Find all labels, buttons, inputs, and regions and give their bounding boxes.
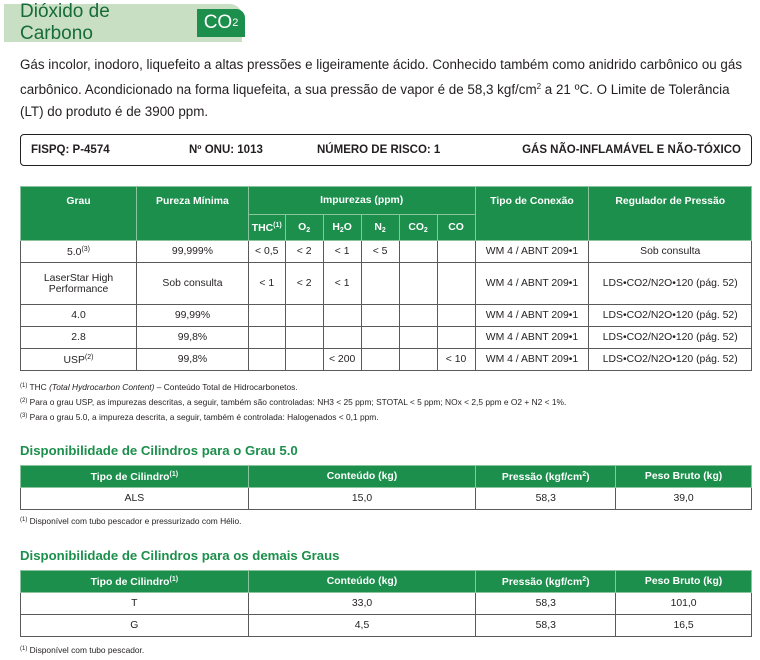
title-banner xyxy=(4,1,242,44)
cell-co2 xyxy=(399,241,437,263)
section-title-demais-graus: Disponibilidade de Cilindros para os demais Graus xyxy=(20,548,340,563)
table-row xyxy=(21,327,752,349)
note-3: $^{(3)}$ Para o grau 5.0, a impureza descrita, a seguir, também é controlada: Halogenados < 0,1 ppm. xyxy=(20,412,379,422)
intro-paragraph: Gás incolor, inodoro, liquefeito a altas pressões e ligeiramente ácido. Conhecido também como anidrido carbônico ou gás carbônico. Acondicionado na forma liquefeita, a sua pressão de vapor é de 58,3 kgf/$cm^2$ a 21 ºC. O Limite de Tolerância (LT) do produto é de 3900 ppm. xyxy=(20,57,743,119)
cell-pureza: Sob consulta xyxy=(137,263,249,305)
spec-table xyxy=(20,186,752,371)
cell-tipo: ALS xyxy=(21,488,249,510)
cell-pressao: 58,3 xyxy=(476,593,616,615)
cell-n2 xyxy=(361,305,399,327)
onu-number: Nº ONU: 1013 xyxy=(189,144,263,156)
cell-h2o xyxy=(323,305,361,327)
cell-o2 xyxy=(285,305,323,327)
note-1: $^{(1)}$ THC (Total Hydrocarbon Content) – Conteúdo Total de Hidrocarbonetos. xyxy=(20,382,298,392)
cell-pureza: 99,99% xyxy=(137,305,249,327)
cylinder-table-demais xyxy=(20,570,752,637)
cell-regulador: LDS•CO2/N2O•120 (pág. 52) xyxy=(589,305,752,327)
col-tipo: Tipo de Cilindro$^{(1)}$ xyxy=(21,571,249,593)
cell-tipo: G xyxy=(21,615,249,637)
cell-o2: < 2 xyxy=(285,241,323,263)
col-pressao: Pressão $(kgf/cm^2)$ xyxy=(476,571,616,593)
col-peso: Peso Bruto (kg) xyxy=(616,571,752,593)
cyl1-note: $^{(1)}$ Disponível com tubo pescador e pressurizado com Hélio. xyxy=(20,516,242,526)
cell-tipo: T xyxy=(21,593,249,615)
col-pureza: Pureza Mínima xyxy=(137,187,249,241)
cell-conteudo: 4,5 xyxy=(248,615,476,637)
cell-co xyxy=(437,241,475,263)
cell-conexao: WM 4 / ABNT 209•1 xyxy=(475,263,589,305)
cell-conteudo: 33,0 xyxy=(248,593,476,615)
cell-pureza: 99,8% xyxy=(137,327,249,349)
cell-h2o xyxy=(323,327,361,349)
cell-co2 xyxy=(399,327,437,349)
cell-regulador: LDS•CO2/N2O•120 (pág. 52) xyxy=(589,327,752,349)
cell-co2 xyxy=(399,305,437,327)
table-row xyxy=(21,241,752,263)
cyl2-note: $^{(1)}$ Disponível com tubo pescador. xyxy=(20,645,145,655)
col-conteudo: Conteúdo (kg) xyxy=(248,466,476,488)
cylinder-table-grau-5 xyxy=(20,465,752,510)
cell-conexao: WM 4 / ABNT 209•1 xyxy=(475,241,589,263)
col-conteudo: Conteúdo (kg) xyxy=(248,571,476,593)
cell-n2 xyxy=(361,327,399,349)
cell-co xyxy=(437,263,475,305)
fispq-code: FISPQ: P-4574 xyxy=(31,144,110,156)
col-co2: $CO_2$ xyxy=(399,215,437,241)
col-thc: THC$^{(1)}$ xyxy=(248,215,285,241)
note-2: $^{(2)}$ Para o grau USP, as impurezas descritas, a seguir, também são controladas: NH3 < 25 ppm; STOTAL < 5 ppm; NOx < 2,5 ppm e O2 + N2 < 1%. xyxy=(20,397,567,407)
cell-h2o: < 1 xyxy=(323,241,361,263)
formula-badge: CO 2 xyxy=(197,9,245,37)
cell-thc xyxy=(248,305,285,327)
cell-thc: < 1 xyxy=(248,263,285,305)
cell-conexao: WM 4 / ABNT 209•1 xyxy=(475,305,589,327)
cell-co2 xyxy=(399,263,437,305)
cell-pureza: 99,8% xyxy=(137,349,249,371)
col-impurezas: Impurezas (ppm) xyxy=(248,187,475,215)
cell-conexao: WM 4 / ABNT 209•1 xyxy=(475,349,589,371)
col-grau: Grau xyxy=(21,187,137,241)
cell-regulador: Sob consulta xyxy=(589,241,752,263)
cell-co2 xyxy=(399,349,437,371)
cell-thc xyxy=(248,349,285,371)
cell-peso: 39,0 xyxy=(616,488,752,510)
cell-regulador: LDS•CO2/N2O•120 (pág. 52) xyxy=(589,349,752,371)
cell-h2o: < 1 xyxy=(323,263,361,305)
cell-pressao: 58,3 xyxy=(476,615,616,637)
table-row xyxy=(21,488,752,510)
cell-thc: < 0,5 xyxy=(248,241,285,263)
table-row xyxy=(21,263,752,305)
cell-grau: 2.8 xyxy=(21,327,137,349)
col-tipo: Tipo de Cilindro$^{(1)}$ xyxy=(21,466,249,488)
col-peso: Peso Bruto (kg) xyxy=(616,466,752,488)
fispq-box xyxy=(20,134,752,166)
cell-o2 xyxy=(285,327,323,349)
cell-co xyxy=(437,305,475,327)
cell-o2 xyxy=(285,349,323,371)
cell-conexao: WM 4 / ABNT 209•1 xyxy=(475,327,589,349)
cell-pressao: 58,3 xyxy=(476,488,616,510)
cell-peso: 16,5 xyxy=(616,615,752,637)
table-row xyxy=(21,615,752,637)
col-pressao: Pressão $(kgf/cm^2)$ xyxy=(476,466,616,488)
col-regulador: Regulador de Pressão xyxy=(589,187,752,241)
cell-thc xyxy=(248,327,285,349)
page-title: Dióxido de Carbono xyxy=(20,1,110,44)
cell-grau: 4.0 xyxy=(21,305,137,327)
risk-number: NÚMERO DE RISCO: 1 xyxy=(317,144,441,156)
col-co: CO xyxy=(437,215,475,241)
table-row xyxy=(21,349,752,371)
table-row xyxy=(21,593,752,615)
table-row xyxy=(21,305,752,327)
cell-n2 xyxy=(361,349,399,371)
cell-co xyxy=(437,327,475,349)
cell-grau: LaserStar High Performance xyxy=(21,263,137,305)
cell-peso: 101,0 xyxy=(616,593,752,615)
section-title-grau-5: Disponibilidade de Cilindros para o Grau 5.0 xyxy=(20,443,298,458)
cell-o2: < 2 xyxy=(285,263,323,305)
cell-regulador: LDS•CO2/N2O•120 (pág. 52) xyxy=(589,263,752,305)
gas-classification: GÁS NÃO-INFLAMÁVEL E NÃO-TÓXICO xyxy=(522,144,741,156)
cell-pureza: 99,999% xyxy=(137,241,249,263)
col-conexao: Tipo de Conexão xyxy=(475,187,589,241)
cell-n2 xyxy=(361,263,399,305)
col-o2: $O_2$ xyxy=(285,215,323,241)
cell-grau: 5.0$^{(3)}$ xyxy=(21,241,137,263)
cell-h2o: < 200 xyxy=(323,349,361,371)
cell-n2: < 5 xyxy=(361,241,399,263)
cell-grau: USP$^{(2)}$ xyxy=(21,349,137,371)
col-n2: $N_2$ xyxy=(361,215,399,241)
cell-co: < 10 xyxy=(437,349,475,371)
col-h2o: $H_2O$ xyxy=(323,215,361,241)
cell-conteudo: 15,0 xyxy=(248,488,476,510)
